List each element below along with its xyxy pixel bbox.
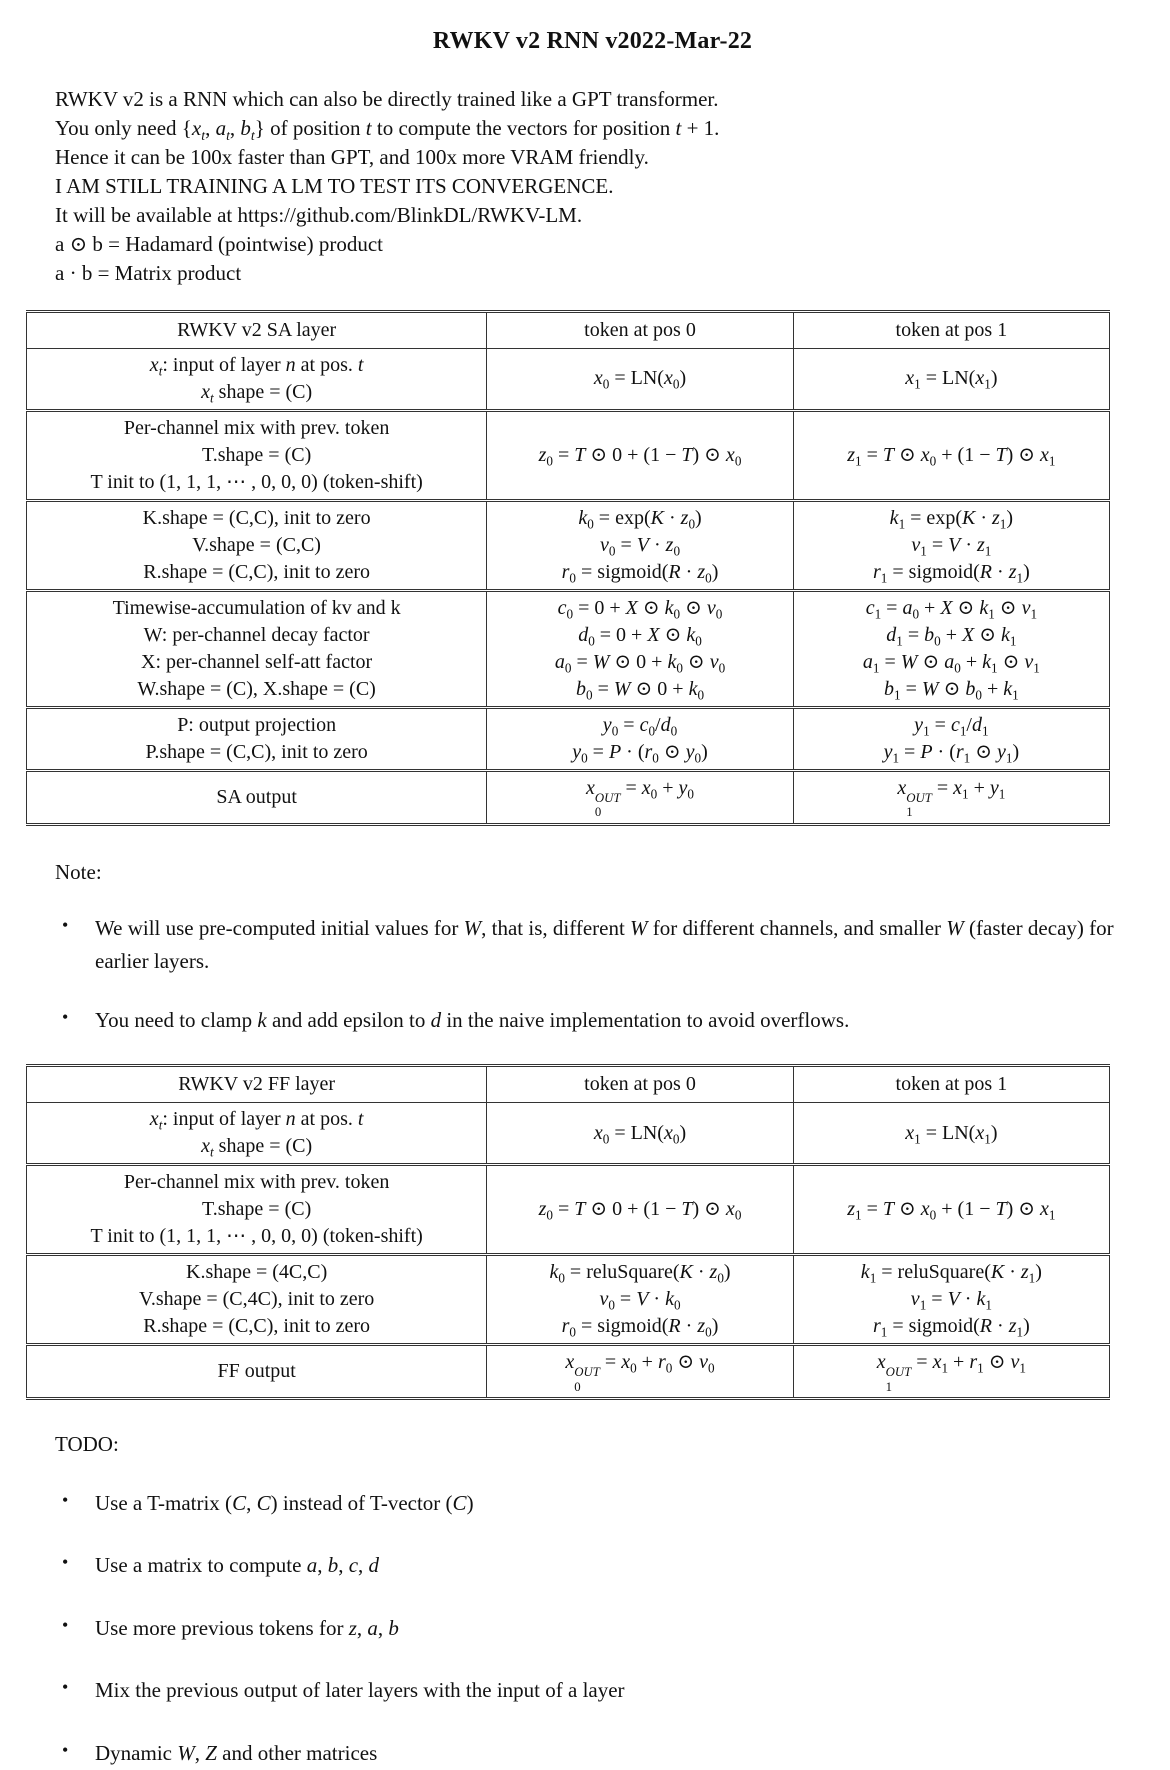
ff-row1-left-cell xyxy=(27,1165,487,1255)
ff-formula-line: $k_0$ = reluSquare(K · $z_0$) xyxy=(549,1261,731,1286)
ff-formula-line: x OUT 1 = $x_1 + r_1$ ⊙ $v_1$ xyxy=(876,1351,1026,1394)
sa-row3-pos1-cell xyxy=(793,590,1109,707)
sa-formula-line: $a_0 = W$ ⊙ $0 + k_0$ ⊙ $v_0$ xyxy=(554,650,726,676)
sa-row1-left-cell xyxy=(27,410,487,500)
sa-formula-line: $z_1 = T$ ⊙ $x_0 + (1 - T)$ ⊙ $x_1$ xyxy=(847,443,1056,469)
sa-formula-line: $x_t$ shape = (C) xyxy=(201,380,313,406)
ff-row3-left-cell xyxy=(27,1345,487,1399)
intro-line: RWKV v2 is a RNN which can also be directly trained like a GPT transformer. xyxy=(55,87,719,111)
sa-formula-line: K.shape = (C,C), init to zero xyxy=(142,506,371,529)
ff-formula-line: $x_1 = LN(x_1)$ xyxy=(905,1121,998,1147)
sa-formula-line: T.shape = (C) xyxy=(202,443,312,466)
sa-row4-pos0-cell xyxy=(487,707,793,770)
ff-formula-line: $x_0 = LN(x_0)$ xyxy=(593,1121,687,1147)
sa-formula-line: $k_0 = \exp(K \cdot z_0)$ xyxy=(578,506,702,532)
sa-formula-line: W.shape = (C), X.shape = (C) xyxy=(137,677,376,700)
sa-row1-pos1-cell xyxy=(793,410,1109,500)
ff-row1-pos0-cell xyxy=(487,1165,793,1255)
sa-table-wrap xyxy=(26,310,1110,826)
todo-bullet: • Dynamic W, Z and other matrices xyxy=(55,1737,1130,1770)
sa-formula-line: $a_1 = W$ ⊙ $a_0 + k_1$ ⊙ $v_1$ xyxy=(862,650,1040,676)
ff-header-0: RWKV v2 FF layer xyxy=(27,1066,487,1103)
ff-header-2: token at pos 1 xyxy=(793,1066,1109,1103)
sa-formula-line: R.shape = (C,C), init to zero xyxy=(143,560,371,583)
sa-formula-line: SA output xyxy=(216,785,297,808)
intro-line: You only need {$x_t$, $a_t$, $b_t$} of position t to compute the vectors for position t + 1. xyxy=(55,115,720,143)
sa-formula-line: x OUT 0 = $x_0 + y_0$ xyxy=(585,776,695,820)
note-bullet: • We will use pre-computed initial values for W, that is, different W for different channels, and smaller W (faster decay) for earlier layers. xyxy=(55,912,1130,977)
note-bullet: • You need to clamp k and add epsilon to d in the naive implementation to avoid overflows. xyxy=(55,1004,1130,1037)
sa-header-0: RWKV v2 SA layer xyxy=(27,311,487,348)
ff-formula-line: $z_1 = T$ ⊙ $x_0 + (1 - T)$ ⊙ $x_1$ xyxy=(847,1198,1056,1223)
sa-row3-pos0-cell xyxy=(487,590,793,707)
ff-formula-line: FF output xyxy=(217,1360,296,1383)
sa-layer-table xyxy=(26,310,1110,826)
sa-formula-line: $b_1 = W$ ⊙ $b_0 + k_1$ xyxy=(884,677,1019,703)
todo-heading: TODO: xyxy=(55,1432,119,1457)
sa-formula-line: Timewise-accumulation of kv and k xyxy=(112,596,401,619)
sa-formula-line: W: per-channel decay factor xyxy=(143,623,370,646)
sa-formula-line: Per-channel mix with prev. token xyxy=(123,416,390,439)
intro-line: Hence it can be 100x faster than GPT, and 100x more VRAM friendly. xyxy=(55,144,649,169)
doc-title: RWKV v2 RNN v2022-Mar-22 xyxy=(432,28,753,54)
sa-formula-line: $c_1 = a_0 + X$ ⊙ $k_1$ ⊙ $v_1$ xyxy=(865,596,1038,622)
todo-bullet: • Use a T-matrix (C, C) instead of T-vector (C) xyxy=(55,1487,1130,1520)
ff-formula-line: x OUT 0 = $x_0 + r_0$ ⊙ $v_0$ xyxy=(565,1351,715,1394)
ff-row2-pos0-cell xyxy=(487,1255,793,1345)
sa-row xyxy=(27,348,1110,410)
intro-line: It will be available at https://github.com/BlinkDL/RWKV-LM. xyxy=(55,202,583,227)
intro-line: a · b = Matrix product xyxy=(55,260,242,285)
sa-row xyxy=(27,770,1110,824)
sa-formula-line: $y_0 = P \cdot (r_0$ ⊙ $y_0$) xyxy=(572,740,708,766)
ff-formula-line: R.shape = (C,C), init to zero xyxy=(143,1315,371,1338)
ff-row xyxy=(27,1255,1110,1345)
sa-formula-line: $b_0 = W$ ⊙ $0 + k_0$ xyxy=(575,677,705,703)
ff-row1-pos1-cell xyxy=(793,1165,1109,1255)
ff-formula-line: $z_0 = T$ ⊙ 0 + (1 − T) ⊙ $x_0$ xyxy=(538,1198,742,1223)
sa-formula-line: V.shape = (C,C) xyxy=(192,533,321,556)
sa-formula-line: x OUT 1 = $x_1 + y_1$ xyxy=(897,776,1006,820)
sa-formula-line: $c_0 = 0 + X$ ⊙ $k_0$ ⊙ $v_0$ xyxy=(557,596,723,622)
intro-line: a ⊙ b = Hadamard (pointwise) product xyxy=(55,231,384,256)
ff-row xyxy=(27,1103,1110,1165)
sa-formula-line: $z_0 = T$ ⊙ 0 + (1 − T) ⊙ $x_0$ xyxy=(538,443,742,469)
intro-line: I AM STILL TRAINING A LM TO TEST ITS CONVERGENCE. xyxy=(55,173,614,198)
ff-formula-line: $v_0 = V \cdot k_0$ xyxy=(599,1288,681,1313)
sa-row4-pos1-cell xyxy=(793,707,1109,770)
sa-header-1: token at pos 0 xyxy=(487,311,793,348)
ff-formula-line: $v_1 = V \cdot k_1$ xyxy=(910,1288,992,1313)
sa-formula-line: $r_0$ = sigmoid(R · $z_0$) xyxy=(561,560,719,586)
sa-row xyxy=(27,410,1110,500)
sa-formula-line: $v_0 = V \cdot z_0$ xyxy=(599,533,681,559)
sa-row4-left-cell xyxy=(27,707,487,770)
ff-formula-line: $x_t$ shape = (C) xyxy=(201,1135,313,1160)
sa-row3-left-cell xyxy=(27,590,487,707)
sa-formula-line: $d_1 = b_0 + X$ ⊙ $k_1$ xyxy=(886,623,1017,649)
sa-row0-pos1-cell xyxy=(793,348,1109,410)
sa-row2-pos1-cell xyxy=(793,500,1109,590)
ff-row3-pos0-cell xyxy=(487,1345,793,1399)
ff-formula-line: $x_t$: input of layer n at pos. t xyxy=(149,1108,364,1133)
ff-row0-pos0-cell xyxy=(487,1103,793,1165)
todo-bullet: • Use more previous tokens for z, a, b xyxy=(55,1612,1130,1645)
sa-formula-line: P.shape = (C,C), init to zero xyxy=(145,740,368,763)
sa-row2-pos0-cell xyxy=(487,500,793,590)
sa-formula-line: $d_0 = 0 + X$ ⊙ $k_0$ xyxy=(578,623,702,649)
ff-formula-line: $r_0$ = sigmoid(R · $z_0$) xyxy=(561,1315,719,1340)
sa-formula-line: $k_1 = \exp(K \cdot z_1)$ xyxy=(889,506,1014,532)
note-list xyxy=(55,912,1130,1036)
sa-header-2: token at pos 1 xyxy=(793,311,1109,348)
sa-row5-pos1-cell xyxy=(793,770,1109,824)
ff-row2-left-cell xyxy=(27,1255,487,1345)
sa-formula-line: X: per-channel self-att factor xyxy=(141,650,373,673)
ff-formula-line: Per-channel mix with prev. token xyxy=(123,1171,390,1194)
sa-formula-line: $x_0 = LN(x_0)$ xyxy=(593,367,687,392)
sa-formula-line: T init to (1, 1, 1, ⋯ , 0, 0, 0) (token-shift) xyxy=(90,470,423,493)
ff-row xyxy=(27,1345,1110,1399)
ff-table-wrap xyxy=(26,1064,1110,1400)
sa-formula-line: $x_t$: input of layer n at pos. t xyxy=(149,353,364,379)
sa-formula-line: $y_0 = c_0/d_0$ xyxy=(602,713,678,739)
sa-row0-pos0-cell xyxy=(487,348,793,410)
sa-row xyxy=(27,500,1110,590)
intro-paragraph xyxy=(55,85,1130,288)
ff-row xyxy=(27,1165,1110,1255)
ff-header-1: token at pos 0 xyxy=(487,1066,793,1103)
sa-row5-pos0-cell xyxy=(487,770,793,824)
todo-list xyxy=(55,1487,1130,1770)
todo-bullet: • Mix the previous output of later layers with the input of a layer xyxy=(55,1674,1130,1707)
sa-formula-line: $r_1$ = sigmoid(R · $z_1$) xyxy=(873,560,1030,586)
note-heading: Note: xyxy=(55,860,102,885)
sa-formula-line: $y_1 = c_1/d_1$ xyxy=(914,713,989,739)
sa-row1-pos0-cell xyxy=(487,410,793,500)
ff-formula-line: V.shape = (C,4C), init to zero xyxy=(138,1288,375,1311)
sa-formula-line: P: output projection xyxy=(177,713,337,736)
ff-formula-line: T.shape = (C) xyxy=(202,1198,312,1221)
ff-formula-line: T init to (1, 1, 1, ⋯ , 0, 0, 0) (token-shift) xyxy=(90,1225,423,1248)
sa-formula-line: $v_1 = V \cdot z_1$ xyxy=(911,533,992,559)
sa-formula-line: $x_1 = LN(x_1)$ xyxy=(905,367,998,392)
sa-row5-left-cell xyxy=(27,770,487,824)
ff-row2-pos1-cell xyxy=(793,1255,1109,1345)
sa-row0-left-cell xyxy=(27,348,487,410)
ff-row0-pos1-cell xyxy=(793,1103,1109,1165)
sa-formula-line: $y_1 = P \cdot (r_1$ ⊙ $y_1$) xyxy=(883,740,1020,766)
ff-formula-line: K.shape = (4C,C) xyxy=(186,1261,328,1284)
sa-row xyxy=(27,590,1110,707)
sa-row xyxy=(27,707,1110,770)
ff-formula-line: $k_1$ = reluSquare(K · $z_1$) xyxy=(860,1261,1042,1286)
ff-row0-left-cell xyxy=(27,1103,487,1165)
todo-bullet: • Use a matrix to compute a, b, c, d xyxy=(55,1549,1130,1582)
ff-layer-table xyxy=(26,1064,1110,1400)
sa-row2-left-cell xyxy=(27,500,487,590)
ff-row3-pos1-cell xyxy=(793,1345,1109,1399)
ff-formula-line: $r_1$ = sigmoid(R · $z_1$) xyxy=(873,1315,1030,1340)
